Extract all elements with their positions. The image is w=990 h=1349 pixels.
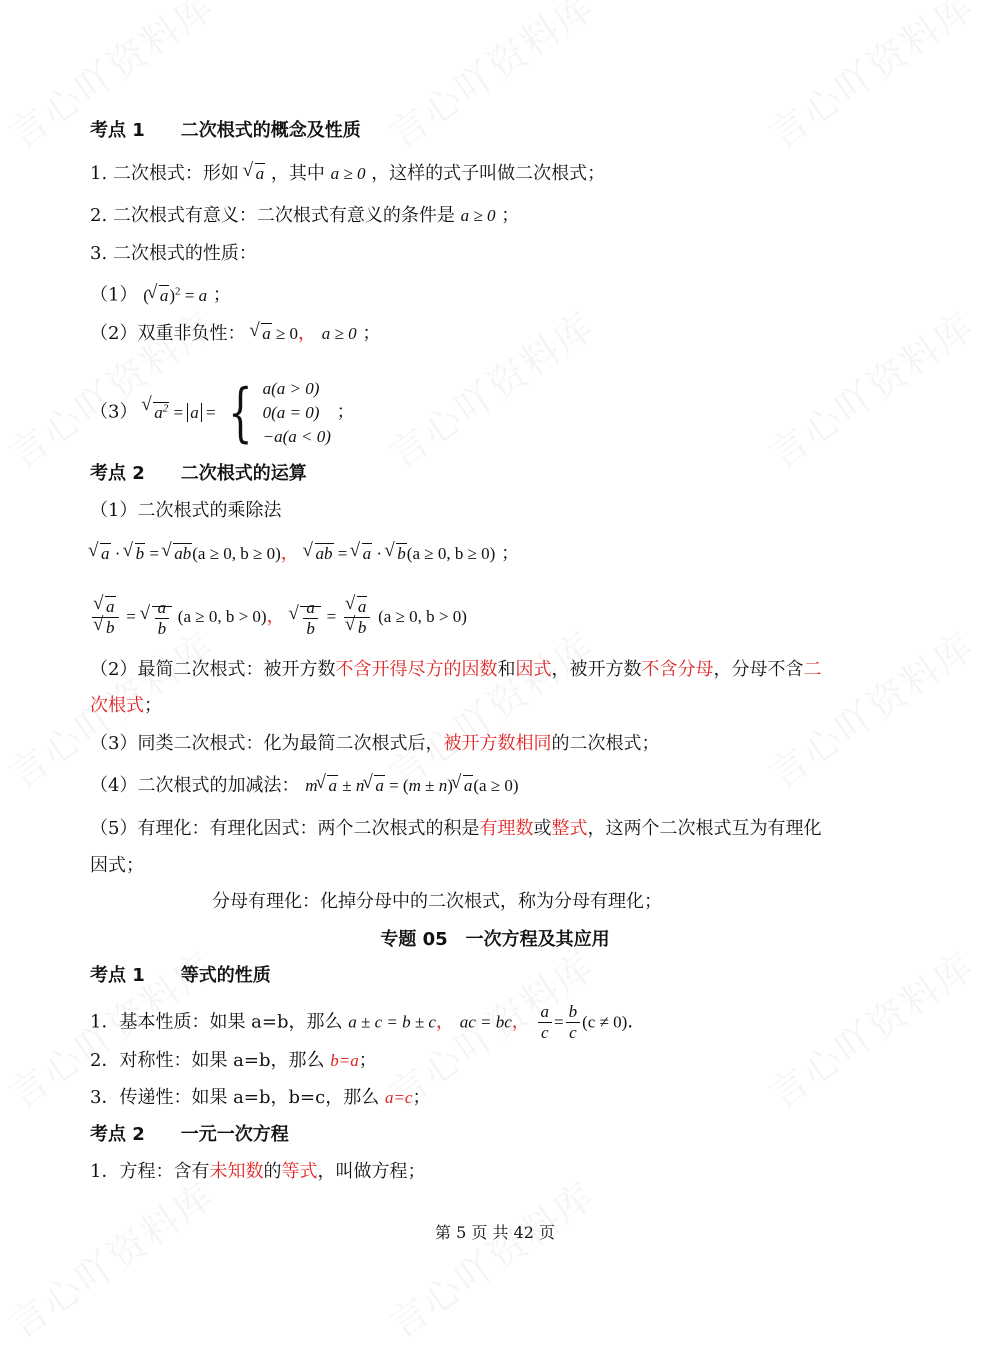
text: 的二次根式； (551, 733, 660, 754)
fraction: √ a √ b (344, 597, 371, 638)
highlight: 整式 (551, 818, 588, 839)
math: √ a · √ b = √ ab(a ≥ 0, b ≥ 0) (90, 544, 281, 563)
text: 的 (263, 1161, 282, 1182)
watermark (376, 296, 604, 479)
property-3 (90, 368, 355, 453)
properties-title: 3. 二次根式的性质： (90, 243, 257, 264)
sqrt-fraction: √ $\frac{a}{b}$ (142, 594, 173, 640)
separator: ， (266, 606, 285, 627)
section-heading: 考点 2 一元一次方程 (90, 1124, 289, 1145)
text: ，被开方数 (551, 659, 642, 680)
text: ，叫做方程； (317, 1161, 426, 1182)
watermark (0, 1166, 224, 1349)
watermark (376, 0, 604, 159)
condition: (a ≥ 0, b > 0) (177, 607, 267, 626)
text: 1．基本性质：如果 a=b，那么 (90, 1011, 343, 1033)
division-rule: √ a √ b = √ $\frac{a}{b}$ (a ≥ 0, b > 0)， √ $\frac{a}{b}$ = √ a √ b (a ≥ 0, b > 0) (90, 594, 467, 640)
sqrt-a: √ a (245, 160, 266, 188)
text: （5）有理化：有理化因式：两个二次根式的积是 (90, 818, 480, 839)
text: ； (212, 284, 231, 306)
multiplication-rule (90, 540, 519, 568)
add-subtract-rule (90, 772, 519, 800)
label: （3） (90, 401, 138, 423)
separator: ， (435, 1011, 454, 1033)
subheading: （1）二次根式的乘除法 (90, 500, 282, 521)
denominator-rationalization: 分母有理化：化掉分母中的二次根式，称为分母有理化； (212, 891, 662, 912)
text: ； (501, 205, 520, 226)
text: （3）同类二次根式：化为最简二次根式后， (90, 733, 444, 754)
simplest-radical-cont (90, 692, 162, 720)
definition-line (90, 160, 605, 188)
equality-property-3 (90, 1084, 430, 1112)
separator: ， (280, 543, 299, 564)
math: a ≥ 0 (460, 206, 496, 225)
section-heading: 考点 1 等式的性质 (90, 965, 271, 986)
highlight: 未知数 (209, 1161, 264, 1182)
equality-property-1: 1．基本性质：如果 a=b，那么 a ± c = b ± c， ac = bc， $\frac{a}{c}$ = $\frac{b}{c}$ (c ≠ 0)． (90, 1002, 646, 1042)
equality-property-2 (90, 1047, 377, 1075)
math: √ $a^2 = a$ = (143, 403, 220, 422)
math: √ ab = √ a · √ b(a ≥ 0, b ≥ 0) (305, 544, 496, 563)
text: 1. 二次根式：形如 (90, 163, 239, 184)
section-heading: 考点 1 二次根式的概念及性质 (90, 120, 361, 141)
watermark (756, 616, 984, 799)
case: 0(a = 0) (262, 402, 320, 422)
text: ，这两个二次根式互为有理化 (587, 818, 822, 839)
text: ； (358, 1050, 377, 1071)
fraction: √ a √ b (92, 597, 119, 638)
watermark (756, 296, 984, 479)
watermark (756, 936, 984, 1119)
highlight: 等式 (281, 1161, 318, 1182)
highlight: 因式 (515, 659, 552, 680)
text: ，分母不含 (713, 659, 804, 680)
text: 或 (533, 818, 552, 839)
equation-definition (90, 1158, 425, 1186)
math: (√ a)$^2$ = a (143, 286, 207, 305)
text: 3．传递性：如果 a=b，b=c，那么 (90, 1087, 380, 1108)
text: ； (412, 1087, 431, 1108)
highlight: 不含开得尽方的因数 (335, 659, 498, 680)
watermark (376, 1166, 604, 1349)
case: −a(a < 0) (262, 426, 331, 446)
text: ，这样的式子叫做二次根式； (371, 163, 606, 184)
highlight: 被开方数相同 (443, 733, 552, 754)
highlight: a=c (384, 1088, 413, 1107)
highlight: 有理数 (479, 818, 534, 839)
highlight: 次根式 (90, 695, 144, 716)
page-footer: 第 5 页 共 42 页 (435, 1223, 555, 1242)
watermark (756, 0, 984, 159)
rationalization (90, 815, 821, 843)
property-2 (90, 320, 380, 348)
similar-radical (90, 730, 659, 758)
simplest-radical (90, 656, 821, 684)
text: 2．对称性：如果 a=b，那么 (90, 1050, 325, 1071)
math: ac = bc (459, 1012, 512, 1032)
label: （2）双重非负性： (90, 323, 246, 344)
math: a ± c = b ± c (348, 1012, 436, 1032)
text: ； (362, 323, 381, 344)
math: √ a ≥ 0 (251, 324, 298, 343)
section-heading: 考点 2 二次根式的运算 (90, 463, 307, 484)
text: 1．方程：含有 (90, 1161, 210, 1182)
text: ； (501, 543, 520, 564)
text: ； (144, 695, 162, 716)
text: （2）最简二次根式：被开方数 (90, 659, 336, 680)
fraction: $\frac{b}{c}$ (566, 1002, 581, 1043)
highlight: 不含分母 (641, 659, 714, 680)
text: ； (336, 401, 355, 423)
condition: (a ≥ 0, b > 0) (378, 607, 467, 626)
math: m√ a ± n√ a = (m ± n)√ a(a ≥ 0) (305, 776, 518, 795)
condition: (c ≠ 0) (582, 1012, 628, 1032)
case: a(a > 0) (262, 378, 320, 398)
sqrt-fraction: √ $\frac{a}{b}$ (290, 594, 321, 640)
property-1 (90, 277, 231, 310)
separator: ， (511, 1011, 530, 1033)
label: （1） (90, 284, 138, 306)
math: a ≥ 0 (330, 164, 366, 183)
highlight: b=a (330, 1051, 359, 1070)
separator: ， (298, 323, 317, 344)
rationalization-cont: 因式； (90, 855, 144, 876)
text: ，其中 (270, 163, 325, 184)
topic-title: 专题 05 一次方程及其应用 (380, 929, 610, 950)
highlight: 二 (803, 659, 822, 680)
math: a ≥ 0 (321, 324, 357, 343)
piecewise: { a(a > 0) 0(a = 0) −a(a < 0) (228, 375, 331, 450)
condition-line (90, 202, 519, 230)
text: 2. 二次根式有意义：二次根式有意义的条件是 (90, 205, 455, 226)
text: （4）二次根式的加减法： (90, 775, 300, 796)
text: 和 (497, 659, 516, 680)
fraction: $\frac{a}{c}$ (538, 1002, 553, 1043)
